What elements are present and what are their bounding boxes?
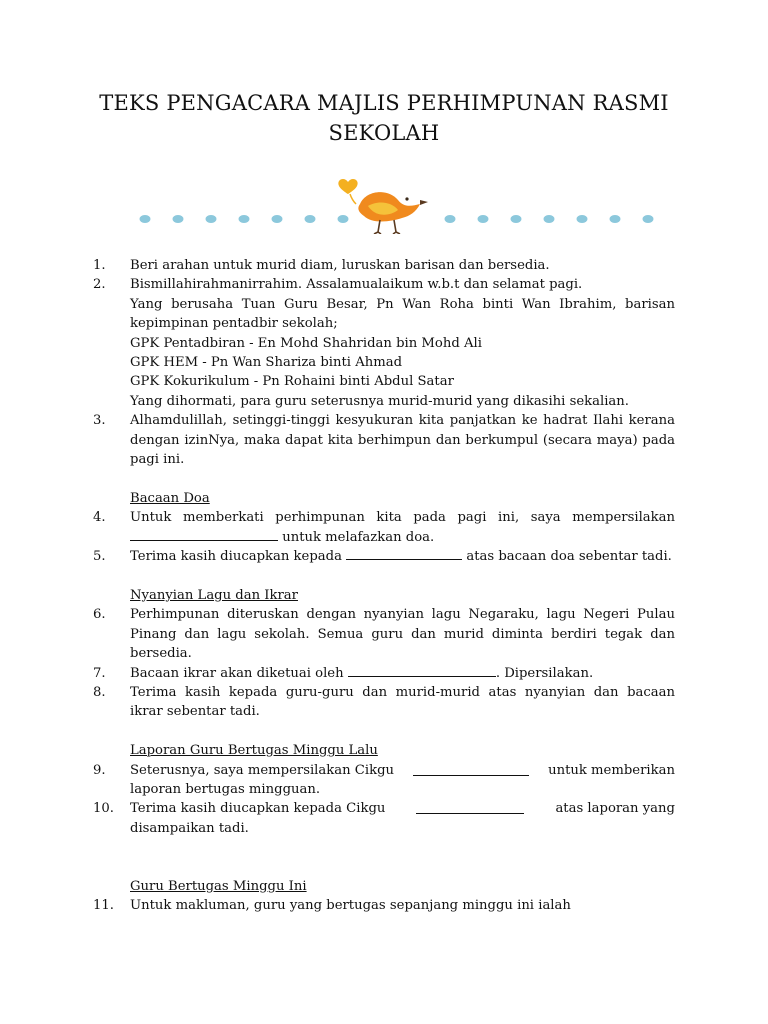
item-text: Seterusnya, saya mempersilakan Cikgu	[130, 762, 395, 778]
list-item-4	[93, 508, 675, 547]
ornament-dot	[544, 215, 555, 223]
item-text: Untuk makluman, guru yang bertugas sepanjang minggu ini ialah	[130, 898, 571, 914]
ornament-dot	[610, 215, 621, 223]
salutation-line: GPK Kokurikulum - Pn Rohaini binti Abdul Satar	[130, 374, 454, 390]
item-number: 6.	[93, 607, 106, 623]
item-number: 9.	[93, 762, 106, 778]
salutation-line: Yang berusaha Tuan Guru Besar, Pn Wan Roha binti Wan Ibrahim, barisan	[130, 296, 675, 312]
ornament-dot	[173, 215, 184, 223]
list-item-9	[93, 761, 675, 800]
section-heading-guru-bertugas: Guru Bertugas Minggu Ini	[130, 878, 307, 894]
section-heading-nyanyian: Nyanyian Lagu dan Ikrar	[130, 587, 298, 603]
item-text: Terima kasih diucapkan kepada	[130, 549, 342, 565]
item-number: 5.	[93, 549, 106, 565]
fill-in-blank	[413, 763, 529, 776]
item-text: ikrar sebentar tadi.	[130, 704, 260, 720]
item-number: 1.	[93, 258, 106, 273]
list-item-2	[93, 275, 675, 294]
ornament-dot	[239, 215, 250, 223]
list-item-10	[93, 799, 675, 838]
ornament-dot	[511, 215, 522, 223]
list-item-7	[93, 664, 675, 683]
item-text: untuk melafazkan doa.	[282, 529, 435, 545]
salutation-line: kepimpinan pentadbir sekolah;	[130, 316, 338, 332]
document-body	[93, 256, 675, 916]
item-text: disampaikan tadi.	[130, 820, 249, 836]
salutation-line: GPK HEM - Pn Wan Shariza binti Ahmad	[130, 355, 403, 371]
list-item-3	[93, 411, 675, 469]
fill-in-blank	[348, 664, 496, 677]
ornament-dot	[577, 215, 588, 223]
item-number: 11.	[93, 898, 114, 914]
item-text: bersedia.	[130, 646, 192, 662]
item-text: atas laporan yang	[555, 801, 675, 817]
ornament-dot	[206, 215, 217, 223]
fill-in-blank	[416, 801, 524, 814]
item-text: dengan izinNya, maka dapat kita berhimpun dan berkumpul (secara maya) pada	[130, 432, 675, 448]
list-item-1	[93, 256, 675, 275]
ornament-dot	[272, 215, 283, 223]
item-number: 7.	[93, 665, 106, 681]
item-text: Bismillahirahmanirrahim. Assalamualaikum w.b.t dan selamat pagi.	[130, 277, 583, 293]
item-text: Bacaan ikrar akan diketuai oleh	[130, 665, 344, 681]
list-item-6	[93, 605, 675, 663]
item-text: Alhamdulillah, setinggi-tinggi kesyukuran kita panjatkan ke hadrat Ilahi kerana	[130, 413, 675, 429]
item-text: untuk memberikan	[548, 762, 675, 778]
item-number: 4.	[93, 510, 106, 526]
item-text: Perhimpunan diteruskan dengan nyanyian lagu Negaraku, lagu Negeri Pulau	[130, 607, 675, 623]
list-item-11	[93, 896, 675, 915]
document-title	[60, 88, 708, 148]
list-item-2-continued	[93, 295, 675, 411]
bird-dots-ornament	[128, 168, 658, 234]
title-line-1: TEKS PENGACARA MAJLIS PERHIMPUNAN RASMI	[99, 91, 669, 115]
item-text: . Dipersilakan.	[495, 665, 594, 681]
item-number: 8.	[93, 684, 106, 700]
item-text: atas bacaan doa sebentar tadi.	[466, 549, 672, 565]
item-text: Terima kasih kepada guru-guru dan murid-murid atas nyanyian dan bacaan	[130, 684, 675, 700]
section-heading-laporan: Laporan Guru Bertugas Minggu Lalu	[130, 743, 378, 759]
ornament-dot	[478, 215, 489, 223]
item-text: Beri arahan untuk murid diam, luruskan barisan dan bersedia.	[130, 258, 550, 273]
ornament-dot	[305, 215, 316, 223]
item-number: 3.	[93, 413, 106, 429]
item-text: Pinang dan lagu sekolah. Semua guru dan murid diminta berdiri tegak dan	[130, 626, 675, 642]
ornament-dot	[140, 215, 151, 223]
item-text: Untuk memberkati perhimpunan kita pada pagi ini, saya mempersilakan	[130, 510, 675, 526]
item-number: 2.	[93, 277, 106, 293]
item-text: pagi ini.	[130, 452, 185, 468]
fill-in-blank	[346, 547, 462, 560]
list-item-5	[93, 547, 675, 566]
item-number: 10.	[93, 801, 114, 817]
fill-in-blank	[130, 528, 278, 541]
salutation-line: Yang dihormati, para guru seterusnya murid-murid yang dikasihi sekalian.	[130, 393, 629, 409]
list-item-8	[93, 683, 675, 722]
ornament-dot	[445, 215, 456, 223]
item-text: Terima kasih diucapkan kepada Cikgu	[130, 801, 386, 817]
salutation-line: GPK Pentadbiran - En Mohd Shahridan bin Mohd Ali	[130, 335, 482, 351]
bird-icon	[338, 179, 428, 234]
item-text: laporan bertugas mingguan.	[130, 781, 321, 797]
ornament-dot	[643, 215, 654, 223]
section-heading-bacaan-doa: Bacaan Doa	[130, 490, 210, 506]
ornament-dot	[338, 215, 349, 223]
title-line-2: SEKOLAH	[328, 121, 440, 145]
